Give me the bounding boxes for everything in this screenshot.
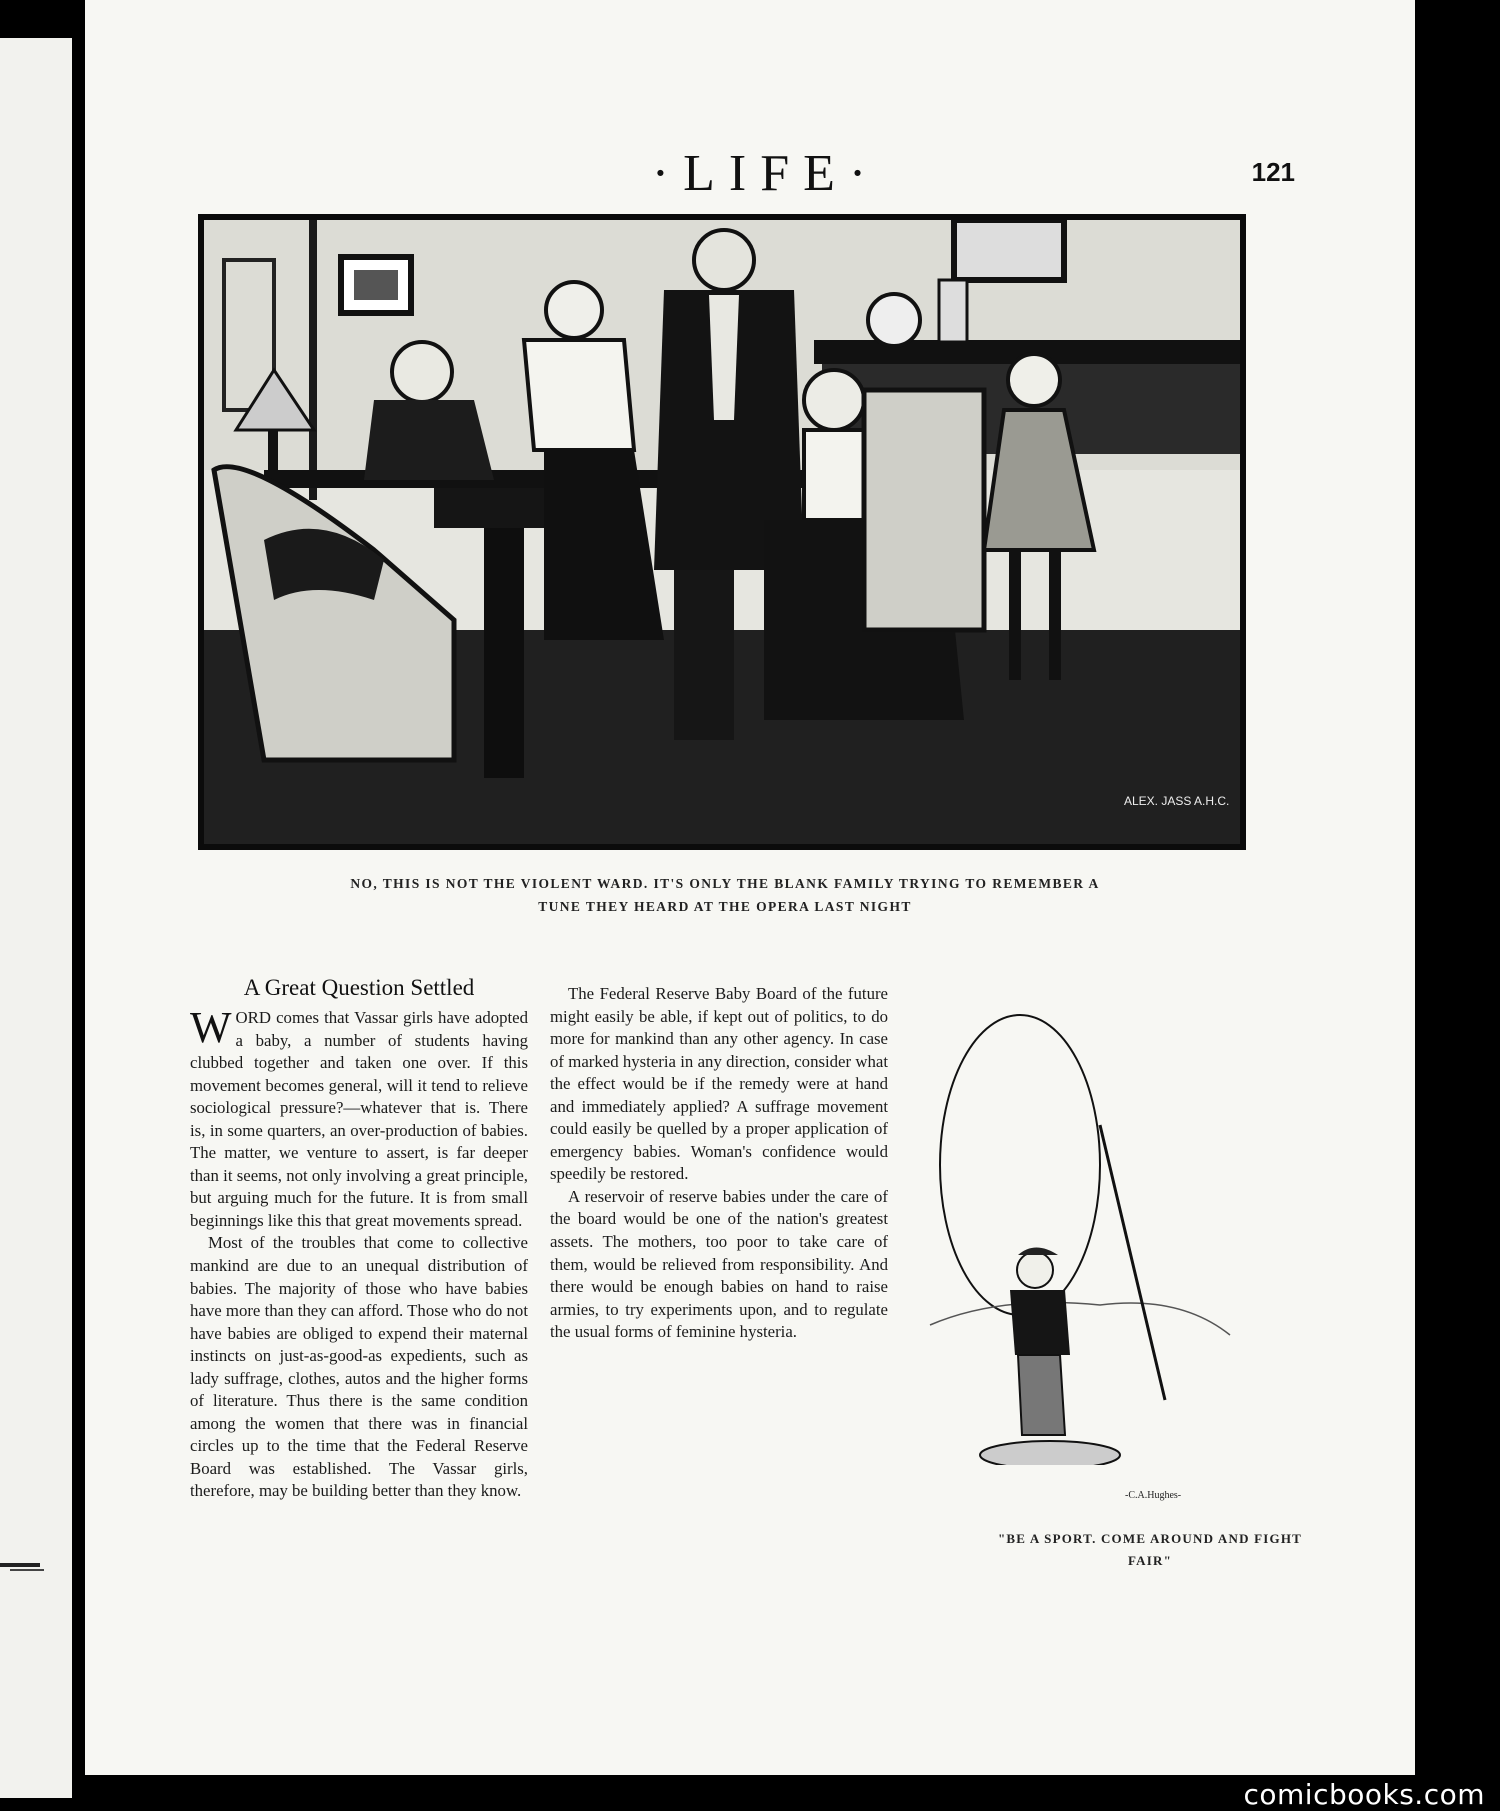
- running-title: ·LIFE·: [651, 145, 881, 202]
- caption-line-2: TUNE THEY HEARD AT THE OPERA LAST NIGHT: [538, 899, 912, 914]
- side-caption-line-1: "BE A SPORT. COME AROUND AND FIGHT: [997, 1531, 1303, 1546]
- drop-cap: W: [190, 1003, 232, 1052]
- side-illustration-signature: -C.A.Hughes-: [1125, 1490, 1182, 1501]
- article-column-1: [190, 975, 528, 1503]
- article-paragraph-2: Most of the troubles that come to collective mankind are due to an unequal distribution of babies. The majority of those who have babies have more than they can afford. Those who do not have babies are obliged to expend their maternal instincts on just-as-good-as expedients, such as lady suffrage, clothes, autos and the higher forms of literature. Thus there is the same condition among the women that there was in financial circles up to the time that the Federal Reserve Board was established. The Vassar girls, therefore, may be building better than they know.: [190, 1233, 528, 1501]
- boy-on-rock-sketch: [900, 1005, 1250, 1465]
- wall-picture-right: [954, 220, 1064, 280]
- facing-page-ink-mark: [0, 1560, 56, 1574]
- article-column-2: [550, 983, 888, 1344]
- article-paragraph-4: A reservoir of reserve babies under the care of the board would be one of the nation's greatest assets. The mothers, too poor to take care of them, would be relieved from responsibility. And there would be enough babies on hand to raise armies, to try experiments upon, and to regulate the usual forms of feminine hysteria.: [550, 1186, 888, 1342]
- caption-line-1: NO, THIS IS NOT THE VIOLENT WARD. IT'S ONLY THE BLANK FAMILY TRYING TO REMEMBER A: [350, 876, 1100, 891]
- article-title: A Great Question Settled: [243, 975, 475, 1000]
- page-number: 121: [1251, 157, 1295, 187]
- fishing-boy-illustration: [900, 1005, 1250, 1465]
- magazine-page: [85, 0, 1415, 1775]
- site-watermark: comicbooks.com: [1243, 1778, 1485, 1811]
- top-illustration-caption: [245, 872, 1205, 918]
- side-caption-line-2: FAIR": [1127, 1553, 1173, 1568]
- facing-page-edge: [0, 38, 72, 1798]
- article-paragraph-1: [190, 1003, 528, 1232]
- paragraph-1-text: ORD comes that Vassar girls have adopted a baby, a number of students having clubbed together and taken one over. If this movement becomes general, will it tend to relieve sociological pressure?—whatever that is. There is, in some quarters, an over-production of babies. The matter, we venture to assert, is far deeper than it seems, not only involving a great principle, but arguing much for the future. It is from small beginnings like this that great movements spread.: [190, 1008, 528, 1230]
- side-illustration-caption: [980, 1528, 1320, 1572]
- article-paragraph-3: The Federal Reserve Baby Board of the future might easily be able, if kept out of politics, to do more for mankind than any other agency. In case of marked hysteria in any direction, consider what the effect would be if the remedy were at hand and immediately applied? A suffrage movement could easily be quelled by a proper application of emergency babies. Woman's confidence would speedily be restored.: [550, 984, 888, 1184]
- family-parlor-scene: [204, 220, 1240, 844]
- top-illustration: [198, 214, 1246, 850]
- illustration-signature: ALEX. JASS A.H.C.: [1124, 794, 1230, 808]
